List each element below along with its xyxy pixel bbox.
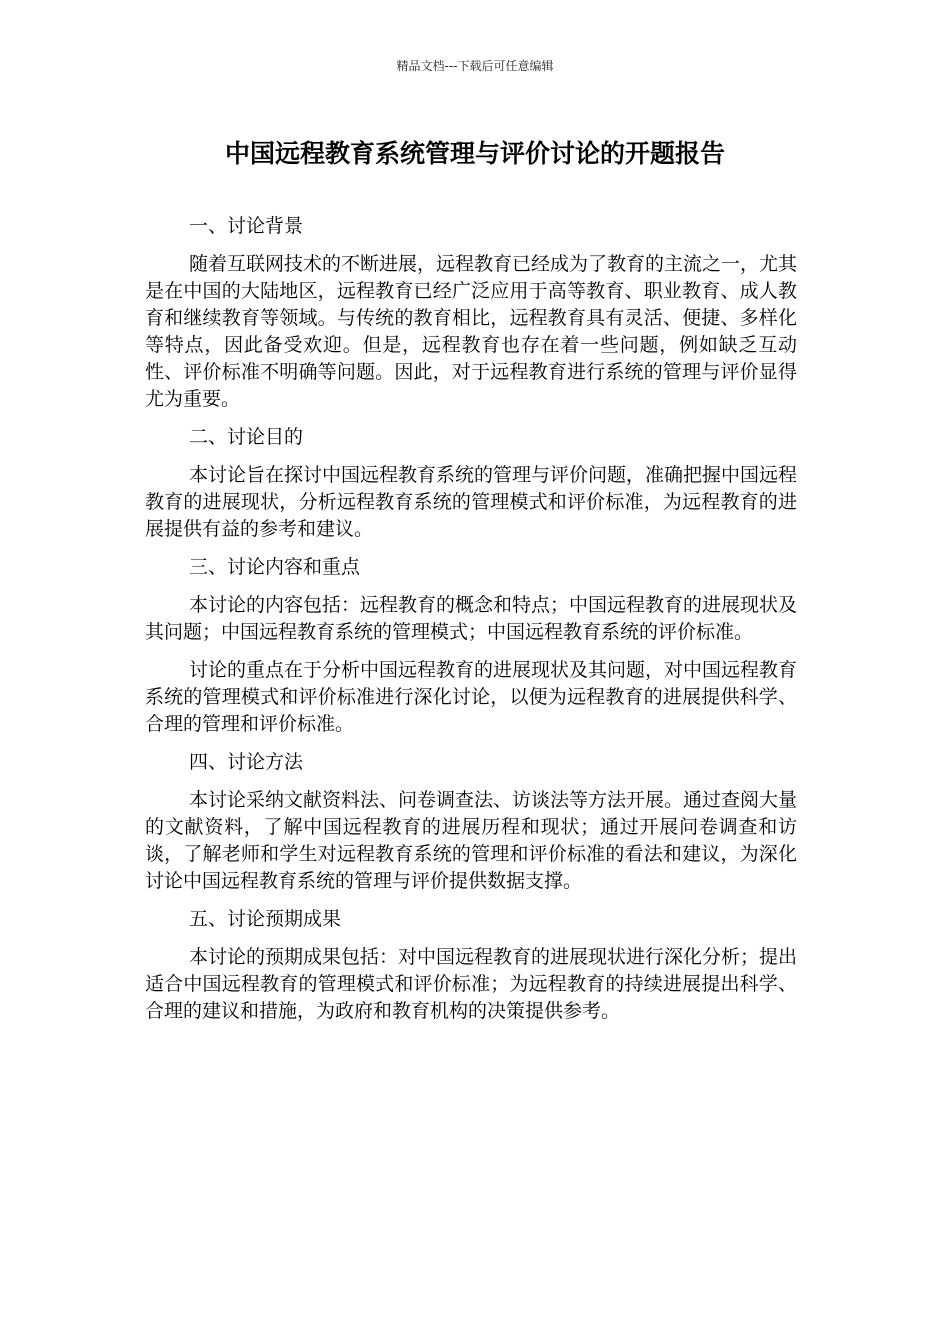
document-title: 中国远程教育系统管理与评价讨论的开题报告 [224,139,725,168]
document-body [145,213,797,1036]
paragraph: 本讨论旨在探讨中国远程教育系统的管理与评价问题，准确把握中国远程教育的进展现状，分析远程教育系统的管理模式和评价标准，为远程教育的进展提供有益的参考和建议。 [145,464,798,540]
section-expected-results [145,906,797,1025]
paragraph: 讨论的重点在于分析中国远程教育的进展现状及其问题，对中国远程教育系统的管理模式和评价标准进行深化讨论，以便为远程教育的进展提供科学、合理的管理和评价标准。 [145,659,798,735]
section-heading: 四、讨论方法 [189,751,304,773]
section-content-focus [145,554,797,738]
paragraph: 本讨论采纳文献资料法、问卷调查法、访谈法等方法开展。通过查阅大量的文献资料，了解中国远程教育的进展历程和现状；通过开展问卷调查和访谈，了解老师和学生对远程教育系统的管理和评价标准的看法和建议，为深化讨论中国远程教育系统的管理与评价提供数据支撑。 [145,789,798,892]
section-methods [145,749,797,895]
paragraph: 随着互联网技术的不断进展，远程教育已经成为了教育的主流之一，尤其是在中国的大陆地区，远程教育已经广泛应用于高等教育、职业教育、成人教育和继续教育等领域。与传统的教育相比，远程教育具有灵活、便捷、多样化等特点，因此备受欢迎。但是，远程教育也存在着一些问题，例如缺乏互动性、评价标准不明确等问题。因此，对于远程教育进行系统的管理与评价显得尤为重要。 [145,253,798,410]
section-heading: 五、讨论预期成果 [189,908,342,930]
section-heading: 二、讨论目的 [189,426,304,448]
page-header-watermark: 精品文档---下载后可任意编辑 [396,59,554,73]
paragraph: 本讨论的内容包括：远程教育的概念和特点；中国远程教育的进展现状及其问题；中国远程教育系统的管理模式；中国远程教育系统的评价标准。 [145,594,798,643]
section-purpose [145,424,797,543]
section-background [145,213,797,413]
section-heading: 一、讨论背景 [189,215,304,237]
paragraph: 本讨论的预期成果包括：对中国远程教育的进展现状进行深化分析；提出适合中国远程教育的管理模式和评价标准；为远程教育的持续进展提出科学、合理的建议和措施，为政府和教育机构的决策提供参考。 [145,946,798,1022]
section-heading: 三、讨论内容和重点 [189,556,361,578]
